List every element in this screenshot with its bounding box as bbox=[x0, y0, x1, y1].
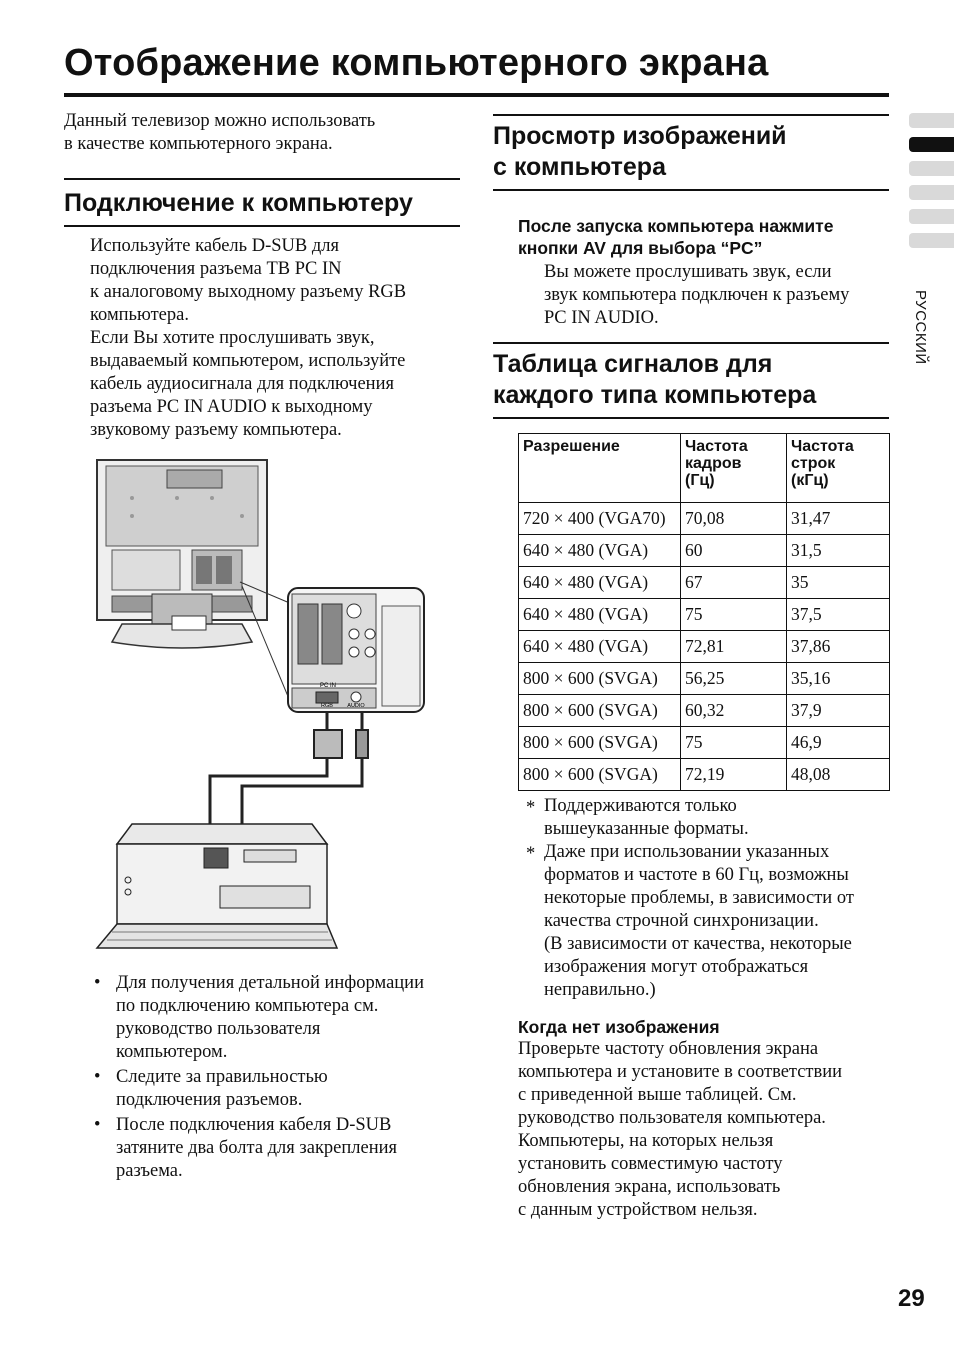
table-row bbox=[519, 663, 890, 695]
table-cell: 800 × 600 (SVGA) bbox=[519, 663, 681, 695]
table-cell: 70,08 bbox=[681, 503, 787, 535]
table-cell: 640 × 480 (VGA) bbox=[519, 599, 681, 631]
table-cell: 800 × 600 (SVGA) bbox=[519, 759, 681, 791]
pc-in-label: PC IN bbox=[319, 683, 337, 689]
rgb-label: RGB bbox=[321, 703, 333, 709]
no-image-heading: Когда нет изображения bbox=[518, 1017, 720, 1037]
table-cell: 35,16 bbox=[787, 663, 890, 695]
table-row bbox=[519, 535, 890, 567]
section-rule bbox=[64, 225, 460, 227]
table-cell: 31,5 bbox=[787, 535, 890, 567]
section-tabs bbox=[909, 113, 954, 257]
section-rule bbox=[493, 417, 889, 419]
column-header: Частота строк (кГц) bbox=[787, 434, 890, 503]
tv-rear-illustration bbox=[97, 460, 267, 648]
section-rule bbox=[64, 178, 460, 180]
computer-illustration bbox=[97, 824, 337, 948]
view-heading: Просмотр изображений с компьютера bbox=[493, 122, 787, 181]
left-column bbox=[64, 108, 462, 1185]
table-row bbox=[519, 567, 890, 599]
connection-diagram bbox=[92, 456, 462, 966]
table-cell: 72,81 bbox=[681, 631, 787, 663]
no-image-paragraph: Проверьте частоту обновления экрана компьютера и установите в соответствии с приведенной выше таблицей. См. руководство пользователя компьютера. Компьютеры, на которых нельзя установить совместимую частоту обновления экрана, использовать с данным устройством нельзя. bbox=[518, 1039, 843, 1220]
connect-notes-list bbox=[64, 972, 462, 1183]
table-cell: 31,47 bbox=[787, 503, 890, 535]
page-title: Отображение компьютерного экрана bbox=[64, 42, 769, 84]
table-heading: Таблица сигналов для каждого типа компьютера bbox=[493, 350, 817, 409]
table-cell: 640 × 480 (VGA) bbox=[519, 535, 681, 567]
table-cell: 640 × 480 (VGA) bbox=[519, 631, 681, 663]
table-cell: 56,25 bbox=[681, 663, 787, 695]
table-cell: 75 bbox=[681, 599, 787, 631]
table-row bbox=[519, 503, 890, 535]
connect-paragraph: Используйте кабель D-SUB для подключения разъема ТВ PC IN к аналоговому выходному разъему RGB компьютера. Если Вы хотите прослушивать звук, выдаваемый компьютером, используйте кабель аудиосигнала для подключения разъема PC IN AUDIO к выходному звуковому разъему компьютера. bbox=[90, 236, 407, 440]
title-rule bbox=[64, 93, 889, 97]
section-rule bbox=[493, 189, 889, 191]
intro-text: Данный телевизор можно использовать в качестве компьютерного экрана. bbox=[64, 111, 376, 154]
dsub-plug-icon bbox=[314, 730, 342, 758]
table-cell: 35 bbox=[787, 567, 890, 599]
connect-heading: Подключение к компьютеру bbox=[64, 189, 413, 217]
table-cell: 720 × 400 (VGA70) bbox=[519, 503, 681, 535]
section-tab bbox=[909, 161, 954, 176]
connector-panel-closeup bbox=[288, 588, 424, 712]
list-item: • Следите за правильностью подключения разъемов. bbox=[94, 1067, 328, 1110]
table-row bbox=[519, 631, 890, 663]
section-tab bbox=[909, 113, 954, 128]
audio-plug-icon bbox=[356, 730, 368, 758]
column-header: Частота кадров (Гц) bbox=[681, 434, 787, 503]
table-cell: 75 bbox=[681, 727, 787, 759]
section-tab-active bbox=[909, 137, 954, 152]
table-row bbox=[519, 599, 890, 631]
table-row bbox=[519, 759, 890, 791]
section-tab bbox=[909, 209, 954, 224]
view-paragraph: Вы можете прослушивать звук, если звук компьютера подключен к разъему PC IN AUDIO. bbox=[544, 262, 850, 328]
view-instruction: После запуска компьютера нажмите кнопки AV для выбора “PC” bbox=[518, 216, 834, 258]
table-row bbox=[519, 727, 890, 759]
column-header: Разрешение bbox=[519, 434, 681, 503]
table-cell: 48,08 bbox=[787, 759, 890, 791]
list-item: * Поддерживаются только вышеуказанные форматы. bbox=[526, 796, 749, 839]
table-cell: 640 × 480 (VGA) bbox=[519, 567, 681, 599]
table-cell: 60,32 bbox=[681, 695, 787, 727]
page-number: 29 bbox=[898, 1285, 925, 1312]
section-rule bbox=[493, 114, 889, 116]
audio-label: AUDIO bbox=[347, 703, 365, 709]
language-label: РУССКИЙ bbox=[912, 290, 929, 365]
table-header-row bbox=[519, 434, 890, 503]
table-cell: 67 bbox=[681, 567, 787, 599]
right-column bbox=[493, 114, 891, 1222]
list-item: * Даже при использовании указанных форматов и частоте в 60 Гц, возможны некоторые проблемы, в зависимости от качества строчной синхронизации. (В зависимости от качества, некоторые изображения могут отображаться неправильно.) bbox=[526, 842, 854, 1000]
table-cell: 72,19 bbox=[681, 759, 787, 791]
table-cell: 46,9 bbox=[787, 727, 890, 759]
table-cell: 60 bbox=[681, 535, 787, 567]
list-item: • После подключения кабеля D-SUB затяните два болта для закрепления разъема. bbox=[94, 1115, 398, 1181]
section-tab bbox=[909, 185, 954, 200]
table-cell: 800 × 600 (SVGA) bbox=[519, 695, 681, 727]
list-item: • Для получения детальной информации по подключению компьютера см. руководство пользователя компьютером. bbox=[94, 973, 424, 1062]
signal-table bbox=[518, 433, 890, 791]
table-cell: 37,5 bbox=[787, 599, 890, 631]
section-rule bbox=[493, 342, 889, 344]
section-tab bbox=[909, 233, 954, 248]
table-notes bbox=[493, 795, 891, 1002]
table-cell: 800 × 600 (SVGA) bbox=[519, 727, 681, 759]
table-row bbox=[519, 695, 890, 727]
table-cell: 37,9 bbox=[787, 695, 890, 727]
table-cell: 37,86 bbox=[787, 631, 890, 663]
